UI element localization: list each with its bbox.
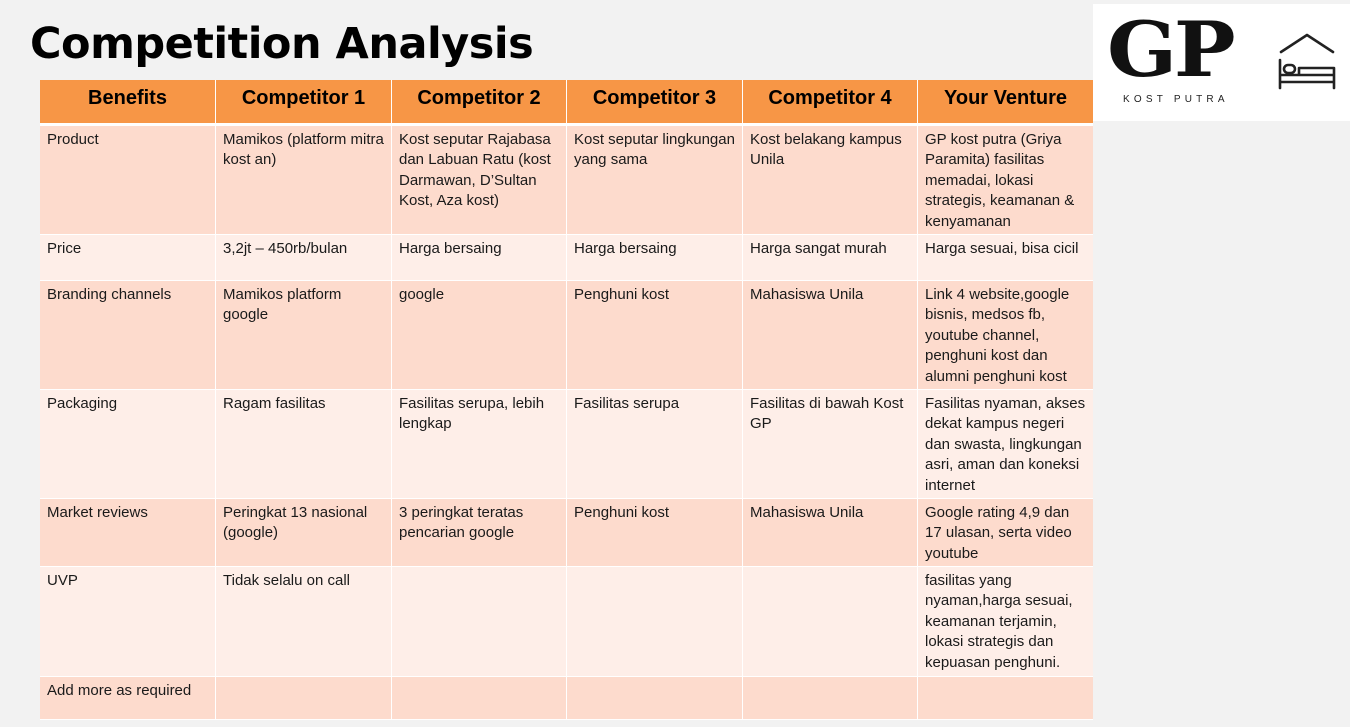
- table-cell: Mahasiswa Unila: [743, 499, 918, 567]
- table-row-market-reviews: [40, 499, 1093, 567]
- table-cell: Mamikos (platform mitra kost an): [216, 126, 392, 235]
- gp-logo: [1093, 4, 1350, 121]
- table-cell: Penghuni kost: [567, 281, 743, 390]
- header-competitor-1: Competitor 1: [216, 80, 392, 126]
- table-cell: Mamikos platform google: [216, 281, 392, 390]
- table-cell: [567, 567, 743, 677]
- table-cell: Harga bersaing: [392, 235, 567, 281]
- row-label: Market reviews: [40, 499, 216, 567]
- table-row-product: [40, 126, 1093, 235]
- header-benefits: Benefits: [40, 80, 216, 126]
- table-row-uvp: [40, 567, 1093, 677]
- logo-mark: GP: [1107, 5, 1233, 94]
- row-label: UVP: [40, 567, 216, 677]
- table-cell: [743, 567, 918, 677]
- table-cell: Fasilitas serupa, lebih lengkap: [392, 390, 567, 499]
- table-cell: GP kost putra (Griya Paramita) fasilitas memadai, lokasi strategis, keamanan & kenyamanan: [918, 126, 1093, 235]
- table-cell: [392, 677, 567, 720]
- header-your-venture: Your Venture: [918, 80, 1093, 126]
- table-row-packaging: [40, 390, 1093, 499]
- table-cell: Tidak selalu on call: [216, 567, 392, 677]
- table-row-add-more: [40, 677, 1093, 720]
- table-cell: fasilitas yang nyaman,harga sesuai, keamanan terjamin, lokasi strategis dan kepuasan penghuni.: [918, 567, 1093, 677]
- table-cell: Kost seputar Rajabasa dan Labuan Ratu (kost Darmawan, D’Sultan Kost, Aza kost): [392, 126, 567, 235]
- table-cell: 3 peringkat teratas pencarian google: [392, 499, 567, 567]
- logo-subtitle: KOST PUTRA: [1123, 94, 1229, 105]
- table-cell: Link 4 website,google bisnis, medsos fb, youtube channel, penghuni kost dan alumni penghuni kost: [918, 281, 1093, 390]
- header-competitor-3: Competitor 3: [567, 80, 743, 126]
- table-cell: 3,2jt – 450rb/bulan: [216, 235, 392, 281]
- table-cell: Harga sangat murah: [743, 235, 918, 281]
- page-title: Competition Analysis: [30, 19, 534, 69]
- table-cell: [567, 677, 743, 720]
- table-cell: Fasilitas serupa: [567, 390, 743, 499]
- row-label: Product: [40, 126, 216, 235]
- table-cell: Kost belakang kampus Unila: [743, 126, 918, 235]
- table-cell: [216, 677, 392, 720]
- table-header-row: [40, 80, 1093, 126]
- table-cell: [743, 677, 918, 720]
- row-label: Price: [40, 235, 216, 281]
- table-cell: Mahasiswa Unila: [743, 281, 918, 390]
- table-cell: Google rating 4,9 dan 17 ulasan, serta video youtube: [918, 499, 1093, 567]
- header-competitor-2: Competitor 2: [392, 80, 567, 126]
- table-row-price: [40, 235, 1093, 281]
- table-cell: Harga sesuai, bisa cicil: [918, 235, 1093, 281]
- row-label: Packaging: [40, 390, 216, 499]
- table-cell: Penghuni kost: [567, 499, 743, 567]
- row-label: Branding channels: [40, 281, 216, 390]
- table-cell: Fasilitas nyaman, akses dekat kampus negeri dan swasta, lingkungan asri, aman dan koneksi internet: [918, 390, 1093, 499]
- table-cell: Ragam fasilitas: [216, 390, 392, 499]
- table-row-branding-channels: [40, 281, 1093, 390]
- row-label: Add more as required: [40, 677, 216, 720]
- bed-icon: [1277, 32, 1337, 92]
- table-cell: google: [392, 281, 567, 390]
- table-cell: [392, 567, 567, 677]
- competition-table: [40, 80, 1093, 720]
- table-cell: Fasilitas di bawah Kost GP: [743, 390, 918, 499]
- table-cell: Kost seputar lingkungan yang sama: [567, 126, 743, 235]
- header-competitor-4: Competitor 4: [743, 80, 918, 126]
- table-cell: Harga bersaing: [567, 235, 743, 281]
- table-cell: Peringkat 13 nasional (google): [216, 499, 392, 567]
- table-cell: [918, 677, 1093, 720]
